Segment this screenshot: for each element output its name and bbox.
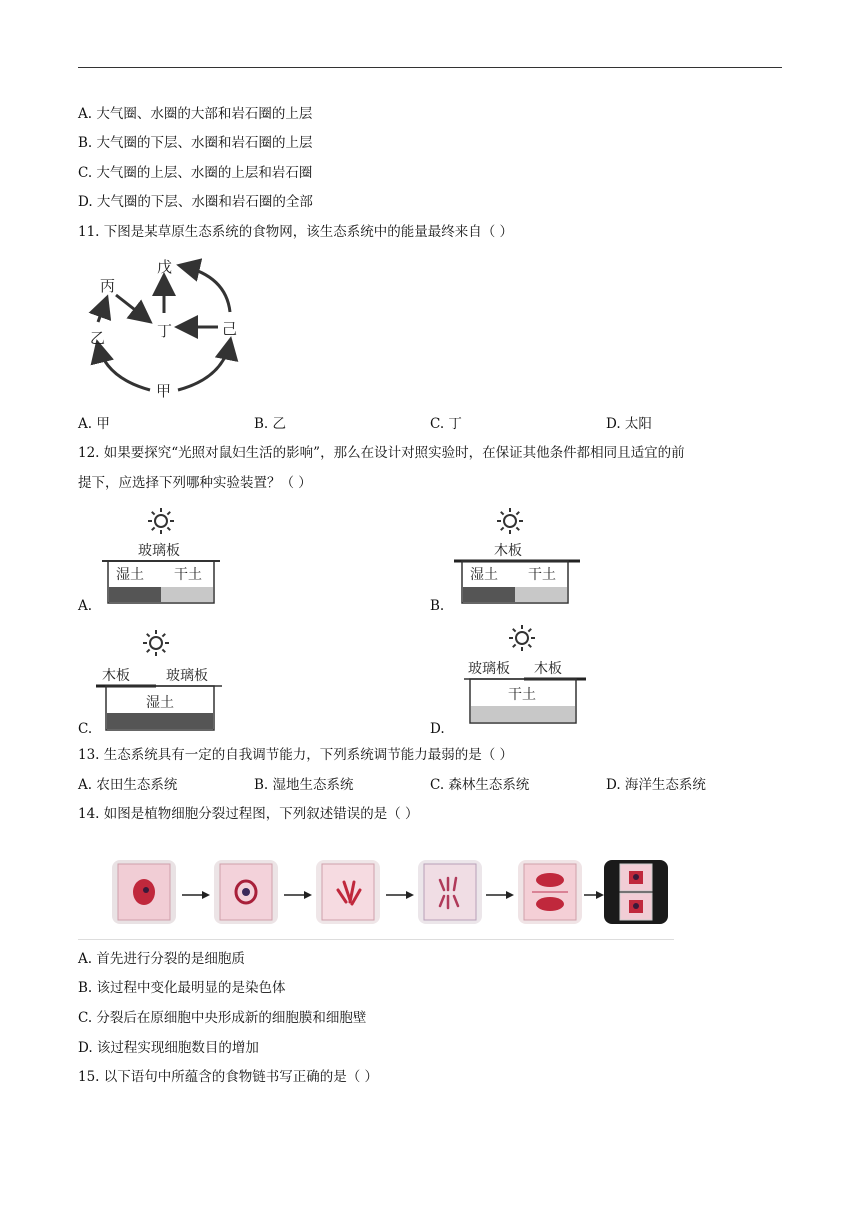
q13-option-c[interactable]: C. 森林生态系统 <box>430 777 530 793</box>
wet-soil <box>463 587 515 602</box>
node-ji: 己 <box>222 320 238 338</box>
apparatus-a[interactable] <box>96 505 226 605</box>
q12-stem-line1: 12. 如果要探究“光照对鼠妇生活的影响”，那么在设计对照实验时，在保证其他条件都相同且适宜的前 <box>78 445 685 461</box>
sun-icon <box>509 625 535 651</box>
node-wu: 戊 <box>157 258 173 276</box>
q11-option-b[interactable]: B. 乙 <box>254 416 287 432</box>
apparatus-b-label[interactable]: B. <box>430 598 445 614</box>
left-soil-label: 湿土 <box>116 567 144 583</box>
arrow-icon <box>584 890 604 900</box>
q11-option-a[interactable]: A. 甲 <box>78 416 110 432</box>
arrow-icon <box>386 890 414 900</box>
q11-option-c[interactable]: C. 丁 <box>430 416 462 432</box>
q12-stem-line2: 提下，应选择下列哪种实验装置？（ ） <box>78 475 312 491</box>
arrow-icon <box>284 890 312 900</box>
arrow-bing-ding <box>116 295 148 320</box>
apparatus-c[interactable] <box>92 625 228 733</box>
cell-stage-2 <box>214 860 278 924</box>
q10-option-b[interactable]: B. 大气圈的下层、水圈和岩石圈的上层 <box>78 135 313 151</box>
q14-stem: 14. 如图是植物细胞分裂过程图，下列叙述错误的是（ ） <box>78 806 419 822</box>
arrow-icon <box>486 890 514 900</box>
q13-option-b[interactable]: B. 湿地生态系统 <box>254 777 354 793</box>
q10-option-c[interactable]: C. 大气圈的上层、水圈的上层和岩石圈 <box>78 165 313 181</box>
arrow-jia-yi <box>98 345 150 390</box>
cover-label: 玻璃板 <box>138 543 180 559</box>
cell-stage-4 <box>418 860 482 924</box>
cover-right-label: 木板 <box>534 661 562 677</box>
cover-label: 木板 <box>494 543 522 559</box>
cover-right-label: 玻璃板 <box>166 668 208 684</box>
dry-soil <box>161 587 213 602</box>
apparatus-d-label[interactable]: D. <box>430 721 445 737</box>
q14-option-b[interactable]: B. 该过程中变化最明显的是染色体 <box>78 980 286 996</box>
cover-left-label: 玻璃板 <box>468 661 510 677</box>
node-ding: 丁 <box>157 322 173 340</box>
q11-option-d[interactable]: D. 太阳 <box>606 416 652 432</box>
sun-icon <box>148 508 174 534</box>
q10-option-d[interactable]: D. 大气圈的下层、水圈和岩石圈的全部 <box>78 194 313 210</box>
arrow-icon <box>182 890 210 900</box>
q10-option-a[interactable]: A. 大气圈、水圈的大部和岩石圈的上层 <box>78 106 313 122</box>
cover-left-label: 木板 <box>102 668 130 684</box>
q14-option-d[interactable]: D. 该过程实现细胞数目的增加 <box>78 1040 259 1056</box>
soil-label: 湿土 <box>146 695 174 711</box>
cell-stage-1 <box>112 860 176 924</box>
apparatus-b[interactable] <box>448 505 588 605</box>
apparatus-d[interactable] <box>462 620 592 728</box>
wet-soil <box>109 587 161 602</box>
q13-stem: 13. 生态系统具有一定的自我调节能力，下列系统调节能力最弱的是（ ） <box>78 747 514 763</box>
figure-divider <box>78 939 674 940</box>
node-jia: 甲 <box>156 382 172 400</box>
cell-stage-3 <box>316 860 380 924</box>
right-soil-label: 干土 <box>174 567 202 583</box>
soil-label: 干土 <box>508 687 536 703</box>
cell-stage-6 <box>604 860 668 924</box>
sun-icon <box>143 630 169 656</box>
node-bing: 丙 <box>100 277 116 295</box>
sun-icon <box>497 508 523 534</box>
q11-stem: 11. 下图是某草原生态系统的食物网，该生态系统中的能量最终来自（ ） <box>78 224 514 240</box>
apparatus-a-label[interactable]: A. <box>78 598 93 614</box>
dry-soil <box>515 587 567 602</box>
left-soil-label: 湿土 <box>470 567 498 583</box>
arrow-ji-wu <box>182 266 230 312</box>
q13-option-d[interactable]: D. 海洋生态系统 <box>606 777 706 793</box>
q14-option-c[interactable]: C. 分裂后在原细胞中央形成新的细胞膜和细胞壁 <box>78 1010 367 1026</box>
food-web-diagram <box>78 250 258 405</box>
q15-stem: 15. 以下语句中所蕴含的食物链书写正确的是（ ） <box>78 1069 379 1085</box>
q14-option-a[interactable]: A. 首先进行分裂的是细胞质 <box>78 951 245 967</box>
right-soil-label: 干土 <box>528 567 556 583</box>
arrow-yi-bing <box>98 300 106 322</box>
cell-stage-5 <box>518 860 582 924</box>
wet-soil <box>107 713 213 729</box>
q13-option-a[interactable]: A. 农田生态系统 <box>78 777 178 793</box>
dry-soil <box>471 706 575 722</box>
apparatus-c-label[interactable]: C. <box>78 721 93 737</box>
header-rule <box>78 67 782 68</box>
node-yi: 乙 <box>90 329 106 347</box>
arrow-jia-ji <box>178 342 230 390</box>
